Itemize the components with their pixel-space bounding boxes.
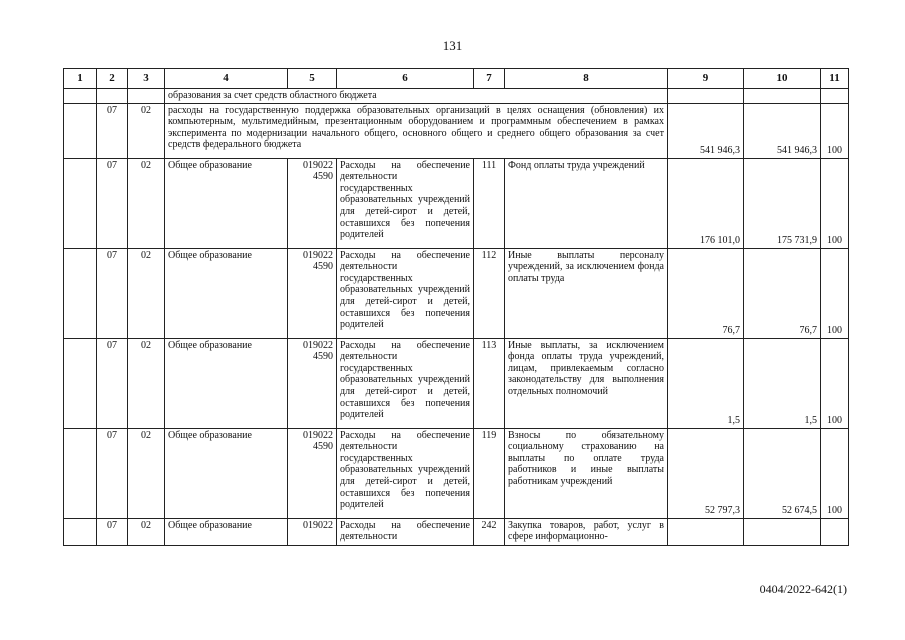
table-row (64, 103, 849, 158)
cell-subsection: 02 (128, 428, 165, 518)
cell-section-name: Общее образование (165, 518, 288, 545)
col-header: 8 (505, 69, 668, 89)
col-header: 2 (97, 69, 128, 89)
cell-section: 07 (97, 248, 128, 338)
cell-fact: 76,7 (744, 248, 821, 338)
cell-target-code: 019022 4590 (288, 248, 337, 338)
cell-fact: 1,5 (744, 338, 821, 428)
cell-expense-name: Закупка товаров, работ, услуг в сфере информационно- (505, 518, 668, 545)
col-header: 5 (288, 69, 337, 89)
cell-target-name: Расходы на обеспечение деятельности государственных образовательных учреждений для детей-сирот и детей, оставшихся без попечения родителей (337, 428, 474, 518)
cell-target-code: 019022 4590 (288, 428, 337, 518)
col-header: 10 (744, 69, 821, 89)
cell-target-code: 019022 (288, 518, 337, 545)
table-row (64, 338, 849, 428)
cell-subsection: 02 (128, 158, 165, 248)
cell-percent: 100 (821, 103, 849, 158)
cell-target-code: 019022 4590 (288, 338, 337, 428)
cell-percent (821, 89, 849, 104)
cell-expense-code: 119 (474, 428, 505, 518)
cell-expense-name: Фонд оплаты труда учреждений (505, 158, 668, 248)
cell-expense-name: Иные выплаты, за исключением фонда оплаты труда учреждений, лицам, привлекаемым согласно законодательству для выполнения отдельных полномочий (505, 338, 668, 428)
header-row (64, 69, 849, 89)
col-header: 9 (668, 69, 744, 89)
table-row (64, 428, 849, 518)
cell-expense-code: 112 (474, 248, 505, 338)
cell-expense-code: 242 (474, 518, 505, 545)
cell-section: 07 (97, 518, 128, 545)
cell-section-name: Общее образование (165, 428, 288, 518)
cell-percent: 100 (821, 248, 849, 338)
cell-subsection: 02 (128, 248, 165, 338)
table-row (64, 518, 849, 545)
cell-subsection (128, 89, 165, 104)
cell-section: 07 (97, 428, 128, 518)
cell-plan: 52 797,3 (668, 428, 744, 518)
cell-fact (744, 518, 821, 545)
cell-section-name: Общее образование (165, 338, 288, 428)
page-number: 131 (442, 38, 463, 53)
cell-plan (668, 518, 744, 545)
cell-percent: 100 (821, 158, 849, 248)
cell-target-name: Расходы на обеспечение деятельности государственных образовательных учреждений для детей-сирот и детей, оставшихся без попечения родителей (337, 248, 474, 338)
col-header: 4 (165, 69, 288, 89)
cell-expense-name: Взносы по обязательному социальному страхованию на выплаты по оплате труда работников и иные выплаты работникам учреждений (505, 428, 668, 518)
cell-description: расходы на государственную поддержка образовательных организаций в целях оснащения (обновления) их компьютерным, мультимедийным, презентационным оборудованием и программным обеспечением в рамках эксперимента по модернизации начального общего, основного общего и среднего общего образования за счет средств федерального бюджета (165, 103, 668, 158)
cell-fact: 52 674,5 (744, 428, 821, 518)
cell-target-name: Расходы на обеспечение деятельности государственных образовательных учреждений для детей-сирот и детей, оставшихся без попечения родителей (337, 338, 474, 428)
cell-description: образования за счет средств областного бюджета (165, 89, 668, 104)
cell-plan (668, 89, 744, 104)
cell-percent (821, 518, 849, 545)
cell-section (97, 89, 128, 104)
cell-percent: 100 (821, 428, 849, 518)
cell-plan: 541 946,3 (668, 103, 744, 158)
budget-table (63, 68, 849, 546)
cell-section: 07 (97, 103, 128, 158)
cell-target-code: 019022 4590 (288, 158, 337, 248)
cell-plan: 76,7 (668, 248, 744, 338)
cell-expense-code: 111 (474, 158, 505, 248)
col-header: 7 (474, 69, 505, 89)
cell-section: 07 (97, 158, 128, 248)
cell-expense-name: Иные выплаты персоналу учреждений, за исключением фонда оплаты труда (505, 248, 668, 338)
cell-target-name: Расходы на обеспечение деятельности государственных образовательных учреждений для детей-сирот и детей, оставшихся без попечения родителей (337, 158, 474, 248)
cell-subsection: 02 (128, 338, 165, 428)
col-header: 6 (337, 69, 474, 89)
cell-section-name: Общее образование (165, 158, 288, 248)
cell-fact: 175 731,9 (744, 158, 821, 248)
cell-fact: 541 946,3 (744, 103, 821, 158)
cell-percent: 100 (821, 338, 849, 428)
table-row (64, 248, 849, 338)
table-row (64, 89, 849, 104)
col-header: 11 (821, 69, 849, 89)
table-row (64, 158, 849, 248)
cell-subsection: 02 (128, 103, 165, 158)
col-header: 1 (64, 69, 97, 89)
col-header: 3 (128, 69, 165, 89)
document-code: 0404/2022-642(1) (759, 582, 847, 596)
cell-fact (744, 89, 821, 104)
cell-plan: 1,5 (668, 338, 744, 428)
cell-target-name: Расходы на обеспечение деятельности (337, 518, 474, 545)
cell-expense-code: 113 (474, 338, 505, 428)
cell-plan: 176 101,0 (668, 158, 744, 248)
cell-subsection: 02 (128, 518, 165, 545)
cell-section: 07 (97, 338, 128, 428)
cell-section-name: Общее образование (165, 248, 288, 338)
